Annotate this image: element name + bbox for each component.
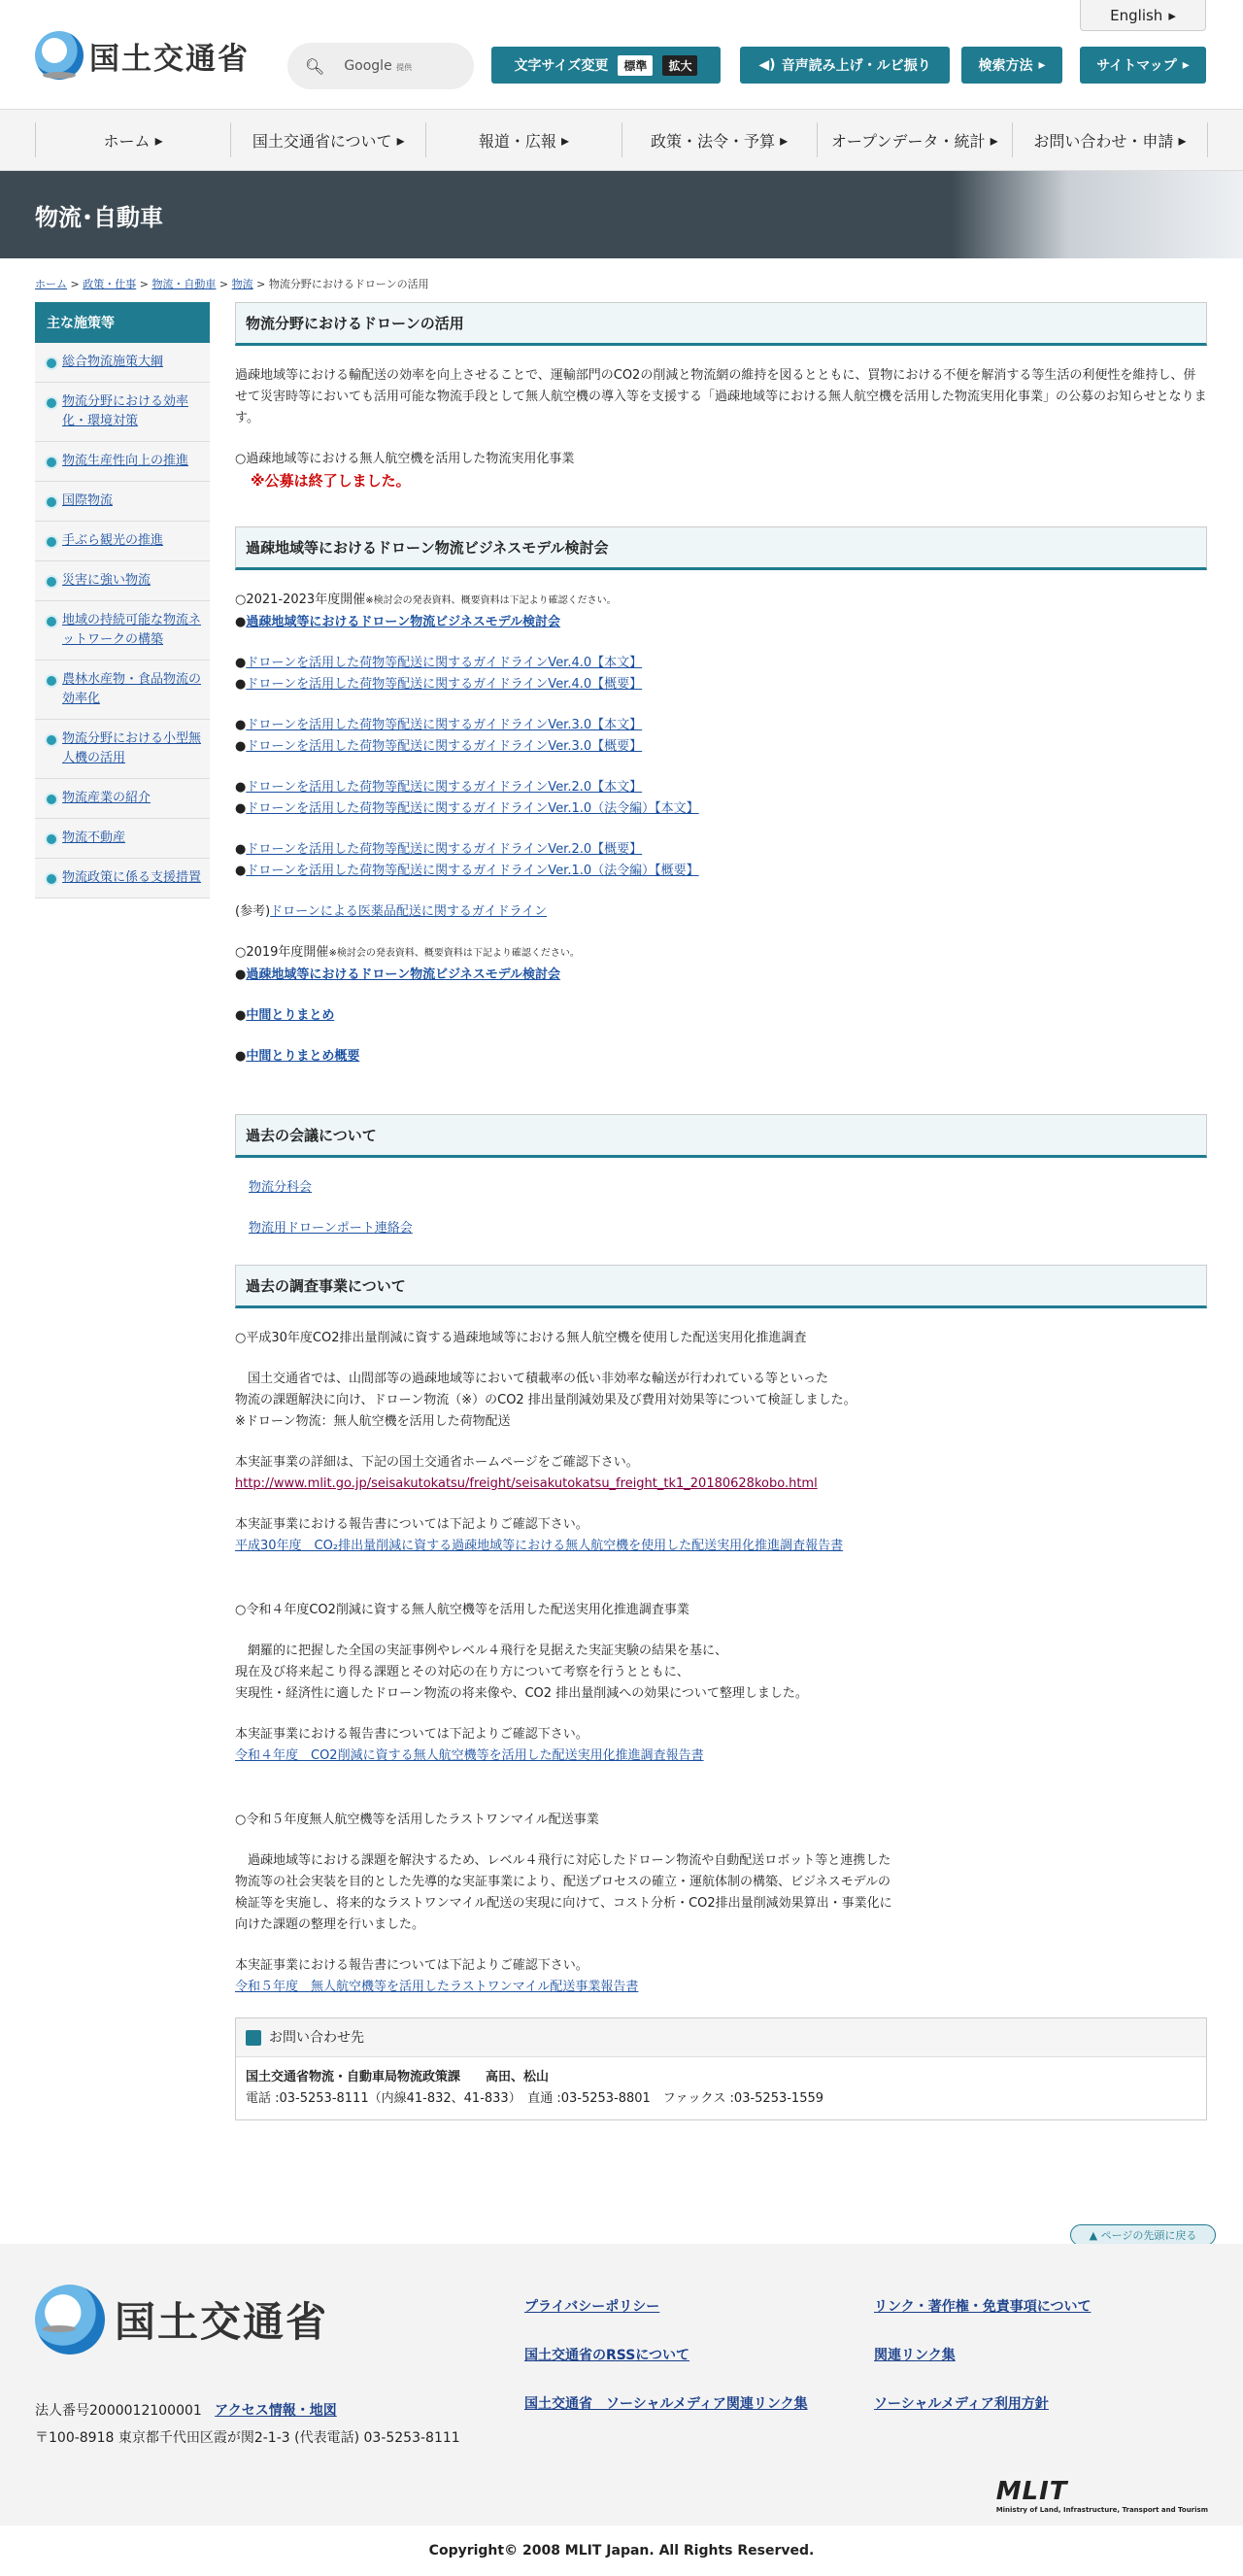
search-input[interactable] — [287, 43, 474, 89]
breadcrumb-logistics-auto[interactable]: 物流・自動車 — [151, 278, 217, 290]
site-header — [0, 0, 1243, 109]
corporate-number: 法人番号2000012100001 — [35, 2403, 202, 2419]
intro-text: 過疎地域等における輸配送の効率を向上させることで、運輸部門のCO2の削減と物流網の維持を図るとともに、買物における不便を解消する等生活の利便性を維持し、併せて災害時等においても活用可能な物流手段として無人航空機の導入等を支援する「過疎地域等における無人航空機を活用した物流実用化事業」の公募のお知らせとなります。 — [235, 368, 1207, 425]
section-heading-past-surveys: 過去の調査事業について — [235, 1265, 1207, 1308]
survey-3-text: 過疎地域等における課題を解決するため、レベル４飛行に対応したドローン物流や自動配送ロボット等と連携した — [235, 1853, 891, 1868]
contact-box — [235, 2017, 1207, 2120]
mlit-text: MLIT — [995, 2477, 1068, 2506]
guide-link[interactable]: ドローンを活用した荷物等配送に関するガイドラインVer.1.0（法令編）【概要】 — [246, 864, 699, 878]
search-provider: 提供 — [396, 63, 413, 72]
survey-3-text: 検証等を実施し、将来的なラストワンマイル配送の実現に向けて、コスト分析・CO2排出量削減効果算出・事業化に — [235, 1896, 892, 1911]
read-aloud-button[interactable] — [740, 47, 950, 84]
sidebar-link[interactable]: 物流生産性向上の推進 — [62, 454, 189, 468]
breadcrumb-current: 物流分野におけるドローンの活用 — [268, 278, 429, 290]
arrow-up-icon: ▲ — [1089, 2228, 1098, 2242]
sidebar-item[interactable] — [35, 859, 210, 898]
english-button[interactable] — [1080, 0, 1206, 31]
sidebar-item[interactable] — [35, 442, 210, 482]
interim-link[interactable]: 中間とりまとめ — [246, 1008, 335, 1023]
sidebar-link[interactable]: 国際物流 — [62, 493, 114, 508]
breadcrumb: ホーム > 政策・仕事 > 物流・自動車 > 物流 > 物流分野におけるドローンの活用 — [35, 278, 429, 290]
breadcrumb-policy[interactable]: 政策・仕事 — [83, 278, 137, 290]
arrow-right-icon: ▸ — [1182, 57, 1190, 73]
site-logo[interactable] — [35, 31, 250, 80]
sitemap-button[interactable] — [1080, 47, 1206, 84]
font-normal-button[interactable]: 標準 — [618, 55, 653, 76]
footer-links — [524, 2296, 1204, 2413]
meeting-link-2021[interactable]: 過疎地域等におけるドローン物流ビジネスモデル検討会 — [246, 615, 561, 629]
nav-label: 政策・法令・予算 — [651, 131, 776, 151]
nav-item-press[interactable]: 報道・広報 ▸ — [426, 122, 622, 157]
footer-link-related[interactable]: 関連リンク集 — [874, 2348, 956, 2363]
footer-link-social-policy[interactable]: ソーシャルメディア利用方針 — [874, 2396, 1049, 2412]
sidebar-link[interactable]: 物流分野における効率化・環境対策 — [62, 394, 189, 428]
nav-item-home[interactable]: ホーム ▸ — [35, 122, 231, 157]
report-intro: 本実証事業における報告書については下記よりご確認下さい。 — [235, 1727, 588, 1742]
reference-prefix: (参考) — [235, 904, 271, 919]
search-method-label: 検索方法 — [978, 58, 1033, 74]
survey-2-title: ○令和４年度CO2削減に資する無人航空機等を活用した配送実用化推進調査事業 — [235, 1603, 689, 1617]
past-meeting-link[interactable]: 物流分科会 — [249, 1180, 313, 1195]
banner-graphic — [952, 171, 1243, 258]
sidebar-link[interactable]: 手ぶら観光の推進 — [62, 533, 164, 548]
sidebar-link[interactable]: 物流分野における小型無人機の活用 — [62, 731, 202, 765]
mlit-logo-icon — [35, 31, 84, 80]
survey-2-text: 網羅的に把握した全国の実証事例やレベル４飛行を見据えた実証実験の結果を基に、 — [235, 1644, 728, 1658]
survey-3-title: ○令和５年度無人航空機等を活用したラストワンマイル配送事業 — [235, 1813, 599, 1827]
sidebar-item[interactable] — [35, 819, 210, 859]
logo-text: 国土交通省 — [89, 41, 250, 77]
closed-notice: ※公募は終了しました。 — [251, 472, 411, 490]
footer-link-social-links[interactable]: 国土交通省 ソーシャルメディア関連リンク集 — [524, 2396, 808, 2412]
sidebar-item[interactable] — [35, 561, 210, 601]
mlit-logo-icon — [35, 2285, 105, 2355]
contact-phone: 電話 :03-5253-8111（内線41-832、41-833） 直通 :03-5253-8801 ファックス :03-5253-1559 — [246, 2091, 824, 2106]
sidebar-link[interactable]: 総合物流施策大綱 — [62, 355, 164, 369]
section-heading-business: 過疎地域等におけるドローン物流ビジネスモデル検討会 — [235, 526, 1207, 570]
site-footer — [0, 2244, 1243, 2525]
survey-3-text: 物流等の社会実装を目的とした先導的な実証事業により、配送プロセスの確立・運航体制の構築、ビジネスモデルの — [235, 1875, 890, 1889]
back-to-top-label: ページの先頭に戻る — [1100, 2229, 1197, 2242]
breadcrumb-home[interactable]: ホーム — [35, 278, 67, 290]
guide-link[interactable]: ドローンを活用した荷物等配送に関するガイドラインVer.2.0【本文】 — [246, 780, 643, 795]
guide-link[interactable]: ドローンを活用した荷物等配送に関するガイドラインVer.4.0【本文】 — [246, 656, 643, 670]
footer-logo-text: 国土交通省 — [115, 2298, 329, 2346]
report-intro: 本実証事業における報告書については下記よりご確認下さい。 — [235, 1517, 588, 1532]
survey-1-text: ※ドローン物流：無人航空機を活用した荷物配送 — [235, 1414, 511, 1429]
back-to-top-button[interactable] — [1070, 2224, 1216, 2246]
survey-1-url-link[interactable]: http://www.mlit.go.jp/seisakutokatsu/freight/seisakutokatsu_freight_tk1_20180628kobo.html — [235, 1476, 818, 1491]
sidebar-item[interactable] — [35, 601, 210, 661]
survey-1-text: 物流の課題解決に向け、ドローン物流（※）のCO2 排出量削減効果及び費用対効果等について検証しました。 — [235, 1393, 857, 1407]
sidebar-link[interactable]: 物流政策に係る支援措置 — [62, 870, 202, 885]
nav-item-contact[interactable]: お問い合わせ・申請 ▸ — [1013, 122, 1208, 157]
nav-label: 国土交通省について — [252, 131, 392, 151]
report-intro: 本実証事業における報告書については下記よりご確認下さい。 — [235, 1958, 588, 1973]
global-nav — [0, 109, 1243, 171]
sidebar-item[interactable] — [35, 522, 210, 561]
sidebar — [35, 302, 210, 898]
survey-2-text: 実現性・経済性に適したドローン物流の将来像や、CO2 排出量削減への効果について整理しました。 — [235, 1686, 808, 1701]
copyright: Copyright© 2008 MLIT Japan. All Rights Reserved. — [428, 2543, 815, 2559]
arrow-right-icon: ▸ — [1038, 57, 1046, 73]
check-icon — [246, 2030, 261, 2046]
survey-2-text: 現在及び将来起こり得る課題とその対応の在り方について考察を行うとともに、 — [235, 1665, 689, 1679]
mlit-subtext: Ministry of Land, Infrastructure, Transport and Tourism — [995, 2506, 1208, 2514]
survey-1-text: 国土交通省では、山間部等の過疎地域等において積載率の低い非効率な輸送が行われている等といった — [235, 1372, 829, 1386]
footer-info — [35, 2397, 460, 2452]
mlit-wordmark — [996, 2477, 1208, 2514]
sitemap-label: サイトマップ — [1096, 58, 1177, 74]
year-2021: ○2021-2023年度開催 — [235, 593, 366, 607]
font-size-label: 文字サイズ変更 — [514, 58, 609, 74]
section-heading-past-meetings: 過去の会議について — [235, 1114, 1207, 1158]
meeting-link-2019[interactable]: 過疎地域等におけるドローン物流ビジネスモデル検討会 — [246, 967, 561, 982]
sidebar-item[interactable] — [35, 482, 210, 522]
breadcrumb-logistics[interactable]: 物流 — [231, 278, 253, 290]
past-meeting-link[interactable]: 物流用ドローンポート連絡会 — [249, 1221, 413, 1236]
footer-link-privacy[interactable]: プライバシーポリシー — [524, 2299, 660, 2315]
sidebar-link[interactable]: 農林水産物・食品物流の効率化 — [62, 672, 202, 706]
year-2019-note: ※検討会の発表資料、概要資料は下記より確認ください。 — [328, 948, 580, 959]
sidebar-item[interactable] — [35, 383, 210, 442]
nav-label: ホーム — [103, 131, 151, 151]
search-icon: 🔍︎ — [305, 56, 325, 76]
sidebar-title: 主な施策等 — [35, 302, 210, 343]
sidebar-link[interactable]: 地域の持続可能な物流ネットワークの構築 — [62, 613, 202, 647]
survey-1-title: ○平成30年度CO2排出量削減に資する過疎地域等における無人航空機を使用した配送実用化推進調査 — [235, 1331, 807, 1345]
access-map-link[interactable]: アクセス情報・地図 — [215, 2403, 337, 2419]
year-2021-note: ※検討会の発表資料、概要資料は下記より確認ください。 — [365, 595, 617, 606]
sidebar-item[interactable] — [35, 779, 210, 819]
footer-link-rss[interactable]: 国土交通省のRSSについて — [524, 2348, 690, 2363]
font-size-control — [491, 47, 721, 84]
sidebar-item[interactable] — [35, 343, 210, 383]
guide-link[interactable]: ドローンを活用した荷物等配送に関するガイドラインVer.3.0【概要】 — [246, 739, 643, 754]
guide-link[interactable]: ドローンを活用した荷物等配送に関するガイドラインVer.2.0【概要】 — [246, 842, 643, 857]
contact-title: お問い合わせ先 — [269, 2029, 364, 2046]
banner-title: 物流･自動車 — [35, 204, 163, 231]
nav-item-about[interactable]: 国土交通省について ▸ — [231, 122, 426, 157]
survey-2-report-link[interactable]: 令和４年度 CO2削減に資する無人航空機等を活用した配送実用化推進調査報告書 — [235, 1748, 704, 1763]
guide-link[interactable]: ドローンを活用した荷物等配送に関するガイドラインVer.1.0（法令編）【本文】 — [246, 801, 699, 816]
font-large-button[interactable]: 拡大 — [662, 55, 697, 76]
nav-label: オープンデータ・統計 — [830, 131, 986, 151]
main-content: 物流分野におけるドローンの活用 過疎地域等における輸配送の効率を向上させることで、運輸部門のCO2の削減と物流網の維持を図るとともに、買物における不便を解消する等生活の利便性を維持し、併せて災害時等においても活用可能な物流手段として無人航空機の導入等を支援する「過疎地域等における無人航空機を活用した物流実用化事業」の公募のお知らせとなります。 ○過疎地域等における無人航空機を活用した物流実用化事業 ※公募は終了しました。 過疎地域等におけるドローン物流ビジネスモデル検討会 ○2021-2023年度開催※検討会の発表資料、概要資料は下記より確認ください。 ●過疎地域等におけるドローン物流ビジネスモデル検討会 ●ドローンを活用した荷物等配送に関するガイドラインVer.4.0【本文】 ●ドローンを活用した荷物等配送に関するガイドラインVer.4.0【概要】 ●ドローンを活用した荷物等配送に関するガイドラインVer.3.0【本文】 ●ドローンを活用した荷物等配送に関するガイドラインVer.3.0【概要】 ●ドローンを活用した荷物等配送に関するガイドラインVer.2.0【本文】 ●ドローンを活用した荷物等配送に関するガイドラインVer.1.0（法令編）【本文】 ●ドローンを活用した荷物等配送に関するガイドラインVer.2.0【概要】 ●ドローンを活用した荷物等配送に関するガイドラインVer.1.0（法令編）【概要】 (参考)ドローンによる医薬品配送に関するガイドライン ○2019年度開催※検討会の発表資料、概要資料は下記より確認ください。 ●過疎地域等におけるドローン物流ビジネスモデル検討会 ●中間とりまとめ ●中間とりまとめ概要 過去の会議について 物流分科会 物流用ドローンポート連絡会 過去の調査事業について ○平成30年度CO2排出量削減に資する過疎地域等における無人航空機を使用した配送実用化推進調査 国土交通省では、山間部等の過疎地域等において積載率の低い非効率な輸送が行われている等といった 物流の課題解決に向け、ドローン物流（※）のCO2 排出量削減効果及び費用対効果等について検証しました。 ※ドローン物流：無人航空機を活用した荷物配送 本実証事業の詳細は、下記の国土交通省ホームページをご確認下さい。 http://www.mlit.go.jp/seisakutokatsu/freight/seisakutokatsu_freight_tk1_20180628kobo.html 本実証事業における報告書については下記よりご確認下さい。 平成30年度 CO₂排出量削減に資する過疎地域等における無人航空機を使用した配送実用化推進調査報告書 ○令和４年度CO2削減に資する無人航空機等を活用した配送実用化推進調査事業 網羅的に把握した全国の実証事例やレベル４飛行を見据えた実証実験の結果を基に、 現在及び将来起こり得る課題とその対応の在り方について考察を行うとともに、 実現性・経済性に適したドローン物流の将来像や、CO2 排出量削減への効果について整理しました。 本実証事業における報告書については下記よりご確認下さい。 令和４年度 CO2削減に資する無人航空機等を活用した配送実用化推進調査報告書 ○令和５年度無人航空機等を活用したラストワンマイル配送事業 過疎地域等における課題を解決するため、レベル４飛行に対応したドローン物流や自動配送ロボット等と連携した 物流等の社会実装を目的とした先導的な実証事業により、配送プロセスの確立・運航体制の構築、ビジネスモデルの 検証等を実施し、将来的なラストワンマイル配送の実現に向けて、コスト分析・CO2排出量削減効果算出・事業化に 向けた課題の整理を行いました。 本実証事業における報告書については下記よりご確認下さい。 令和５年度 無人航空機等を活用したラストワンマイル配送事業報告書 お問い合わせ先 国土交通省物流・自動車局物流政策課 高田、松山 電話 :03-5253-8111（内線41-832、41-833） 直通 :03-5253-8801 ファックス :03-5253-1559 — [235, 302, 1207, 2120]
sidebar-item[interactable] — [35, 661, 210, 720]
year-2019: ○2019年度開催 — [235, 945, 329, 960]
section-heading-drone: 物流分野におけるドローンの活用 — [235, 302, 1207, 346]
arrow-right-icon: ▸ — [1168, 6, 1176, 24]
medicine-guide-link[interactable]: ドローンによる医薬品配送に関するガイドライン — [270, 904, 548, 919]
nav-label: 報道・広報 — [478, 131, 556, 151]
survey-1-report-link[interactable]: 平成30年度 CO₂排出量削減に資する過疎地域等における無人航空機を使用した配送実用化推進調査報告書 — [235, 1539, 844, 1553]
english-label: English — [1110, 6, 1163, 24]
speaker-icon: ◀) — [758, 57, 776, 73]
survey-1-detail: 本実証事業の詳細は、下記の国土交通省ホームページをご確認下さい。 — [235, 1455, 639, 1470]
search-method-button[interactable] — [961, 47, 1062, 84]
survey-3-text: 向けた課題の整理を行いました。 — [235, 1917, 425, 1932]
sidebar-link[interactable]: 災害に強い物流 — [62, 573, 151, 588]
search-placeholder: Google — [344, 58, 392, 74]
footer-link-copyright[interactable]: リンク・著作権・免責事項について — [874, 2299, 1092, 2315]
contact-org: 国土交通省物流・自動車局物流政策課 高田、松山 — [246, 2070, 550, 2085]
sidebar-link[interactable]: 物流産業の紹介 — [62, 791, 151, 805]
guide-link[interactable]: ドローンを活用した荷物等配送に関するガイドラインVer.4.0【概要】 — [246, 677, 643, 692]
nav-label: お問い合わせ・申請 — [1033, 131, 1174, 151]
guide-link[interactable]: ドローンを活用した荷物等配送に関するガイドラインVer.3.0【本文】 — [246, 718, 643, 732]
read-aloud-label: 音声読み上げ・ルビ振り — [781, 58, 931, 74]
interim-summary-link[interactable]: 中間とりまとめ概要 — [246, 1049, 360, 1064]
footer-address: 〒100-8918 東京都千代田区霞が関2-1-3 (代表電話) 03-5253-8111 — [35, 2430, 460, 2446]
sidebar-item[interactable] — [35, 720, 210, 779]
project-title: ○過疎地域等における無人航空機を活用した物流実用化事業 — [235, 452, 575, 466]
nav-item-opendata[interactable]: オープンデータ・統計 ▸ — [818, 122, 1013, 157]
category-banner — [0, 171, 1243, 258]
survey-3-report-link[interactable]: 令和５年度 無人航空機等を活用したラストワンマイル配送事業報告書 — [235, 1980, 639, 1994]
nav-item-policy[interactable]: 政策・法令・予算 ▸ — [622, 122, 818, 157]
footer-logo[interactable] — [35, 2285, 328, 2355]
sidebar-link[interactable]: 物流不動産 — [62, 830, 126, 845]
